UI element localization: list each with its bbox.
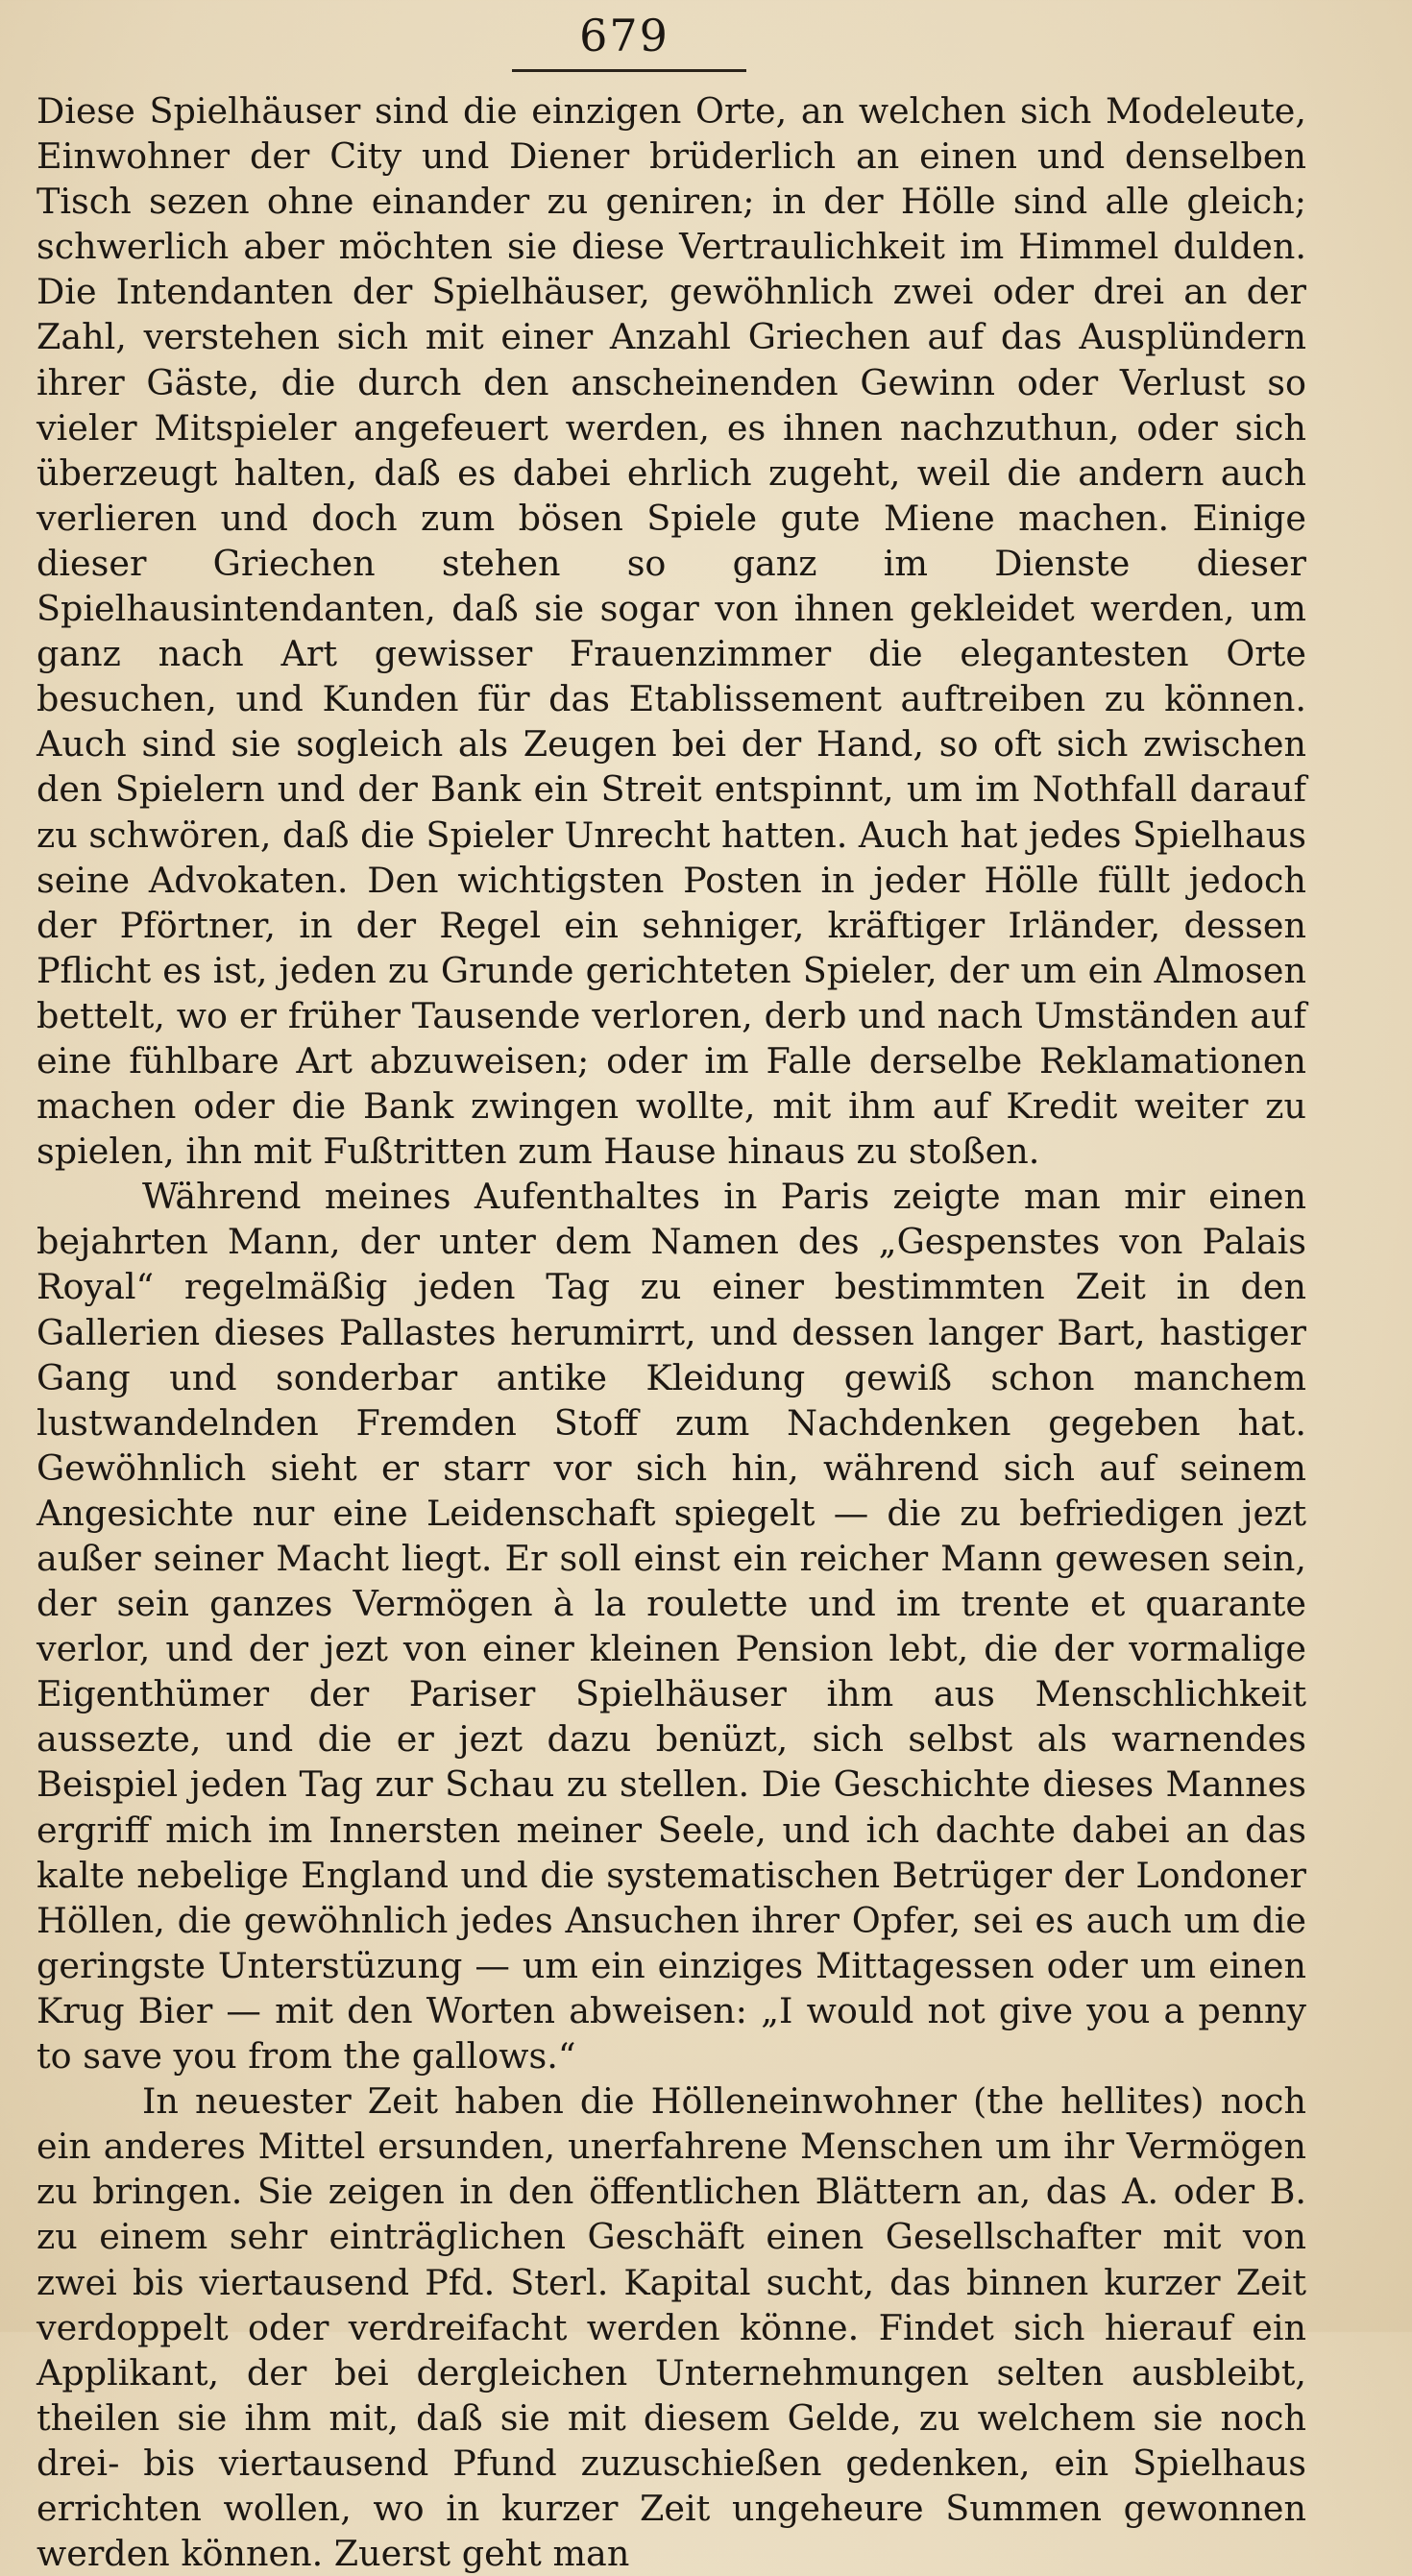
page-number: 679 <box>579 10 669 61</box>
paragraph-3: In neuester Zeit haben die Hölleneinwohner (the hellites) noch ein anderes Mittel ersunden, unerfahrene Menschen um ihr Vermögen zu bringen. Sie zeigen in den öffentlichen Blättern an, das A. oder B. zu einem sehr einträglichen Geschäft einen Gesellschafter mit von zwei bis viertausend Pfd. Sterl. Kapital sucht, das binnen kurzer Zeit verdoppelt oder verdreifacht werden könne. Findet sich hierauf ein Applikant, der bei dergleichen Unternehmungen selten ausbleibt, theilen sie ihm mit, daß sie mit diesem Gelde, zu welchem sie noch drei- bis viertausend Pfund zuzuschießen gedenken, ein Spielhaus errichten wollen, wo in kurzer Zeit ungeheure Summen gewonnen werden können. Zuerst geht man <box>37 2080 1306 2575</box>
paragraph-2: Während meines Aufenthaltes in Paris zeigte man mir einen bejahrten Mann, der unter dem Namen des „Gespenstes von Palais Royal“ regelmäßig jeden Tag zu einer bestimmten Zeit in den Gallerien dieses Pallastes herumirrt, und dessen langer Bart, hastiger Gang und sonderbar antike Kleidung gewiß schon manchem lustwandelnden Fremden Stoff zum Nachdenken gegeben hat. Gewöhnlich sieht er starr vor sich hin, während sich auf seinem Angesichte nur eine Leidenschaft spiegelt — die zu befriedigen jezt außer seiner Macht liegt. Er soll einst ein reicher Mann gewesen sein, der sein ganzes Vermögen à la roulette und im trente et quarante verlor, und der jezt von einer kleinen Pension lebt, die der vormalige Eigenthümer der Pariser Spielhäuser ihm aus Menschlichkeit aussezte, und die er jezt dazu benüzt, sich selbst als warnendes Beispiel jeden Tag zur Schau zu stellen. Die Geschichte dieses Mannes ergriff mich im Innersten meiner Seele, und ich dachte dabei an das kalte nebelige England und die systematischen Betrüger der Londoner Höllen, die gewöhnlich jedes Ansuchen ihrer Opfer, sei es auch um die geringste Unterstüzung — um ein einziges Mittagessen oder um einen Krug Bier — mit den Worten abweisen: „I would not give you a penny to save you from the gallows.“ <box>37 1176 1306 2078</box>
body-text <box>37 88 1306 2576</box>
header-rule <box>512 69 746 72</box>
paragraph-1: Diese Spielhäuser sind die einzigen Orte, an welchen sich Modeleute, Einwohner der City und Diener brüderlich an einen und denselben Tisch sezen ohne einander zu geniren; in der Hölle sind alle gleich; schwerlich aber möchten sie diese Vertraulichkeit im Himmel dulden. Die Intendanten der Spielhäuser, gewöhnlich zwei oder drei an der Zahl, verstehen sich mit einer Anzahl Griechen auf das Ausplündern ihrer Gäste, die durch den anscheinenden Gewinn oder Verlust so vieler Mitspieler angefeuert werden, es ihnen nachzuthun, oder sich überzeugt halten, daß es dabei ehrlich zugeht, weil die andern auch verlieren und doch zum bösen Spiele gute Miene machen. Einige dieser Griechen stehen so ganz im Dienste dieser Spielhausintendanten, daß sie sogar von ihnen gekleidet werden, um ganz nach Art gewisser Frauenzimmer die elegantesten Orte besuchen, und Kunden für das Etablissement auftreiben zu können. Auch sind sie sogleich als Zeugen bei der Hand, so oft sich zwischen den Spielern und der Bank ein Streit entspinnt, um im Nothfall darauf zu schwören, daß die Spieler Unrecht hatten. Auch hat jedes Spielhaus seine Advokaten. Den wichtigsten Posten in jeder Hölle füllt jedoch der Pförtner, in der Regel ein sehniger, kräftiger Irländer, dessen Pflicht es ist, jeden zu Grunde gerichteten Spieler, der um ein Almosen bettelt, wo er früher Tausende verloren, derb und nach Umständen auf eine fühlbare Art abzuweisen; oder im Falle derselbe Reklamationen machen oder die Bank zwingen wollte, mit ihm auf Kredit weiter zu spielen, ihn mit Fußtritten zum Hause hinaus zu stoßen. <box>37 90 1306 1173</box>
